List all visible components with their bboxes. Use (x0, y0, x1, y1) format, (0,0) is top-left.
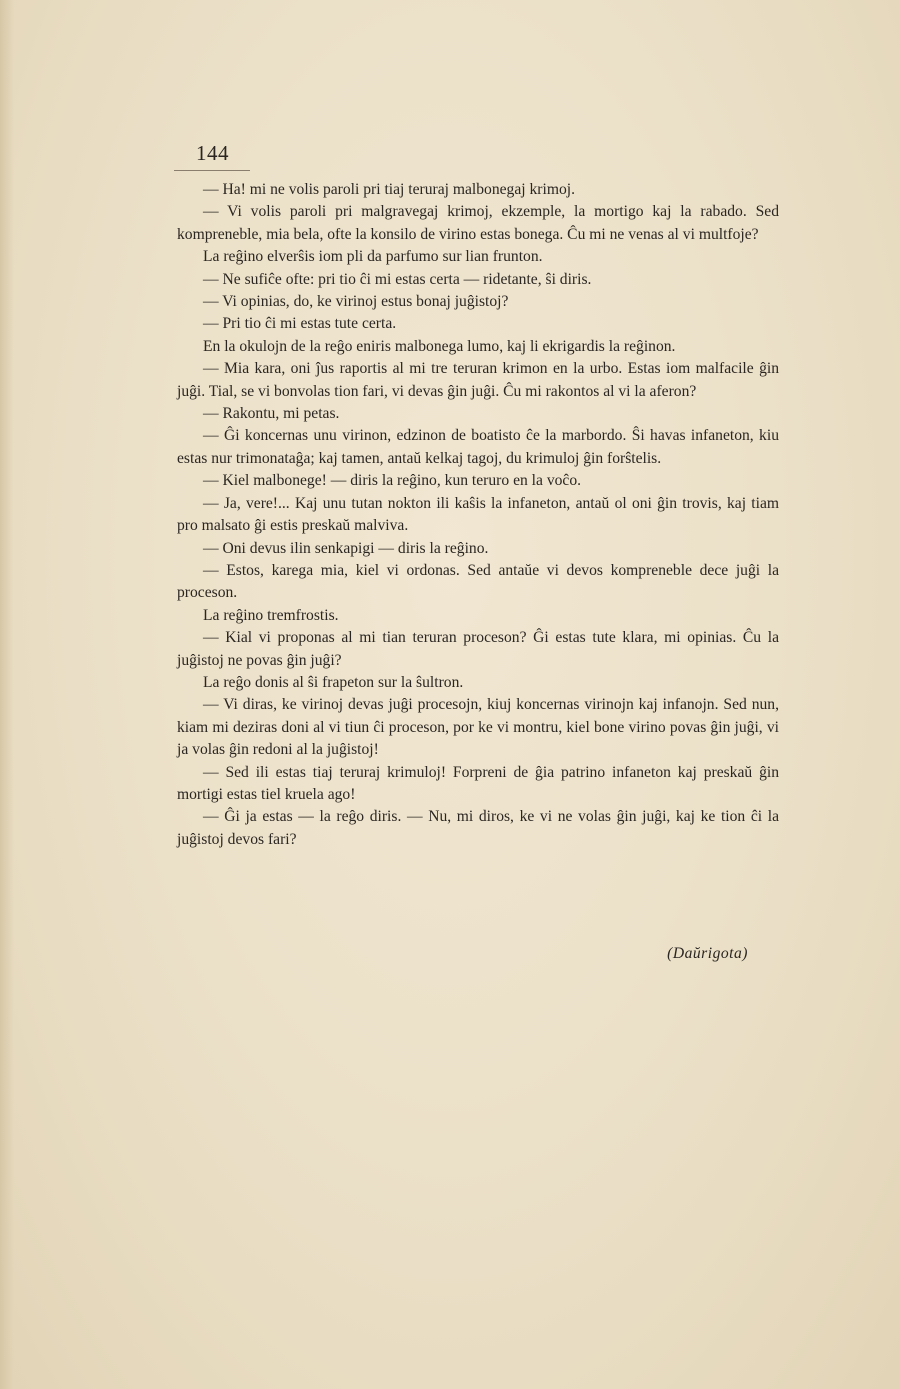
paragraph: — Vi diras, ke virinoj devas juĝi procesojn, kiuj koncernas virinojn kaj infanojn. Sed nun, kiam mi deziras doni al vi tiun ĉi proceson, por ke vi montru, kiel bone virino povas ĝin juĝi, vi ja volas ĝin redoni al la juĝistoj! (177, 696, 779, 759)
paragraph: La reĝo donis al ŝi frapeton sur la ŝultron. (203, 673, 464, 691)
paragraph: — Ja, vere!... Kaj unu tutan nokton ili kaŝis la infaneton, antaŭ ol oni ĝin trovis, kaj tiam pro malsato ĝi estis preskaŭ malviva. (177, 494, 779, 535)
paragraph: En la okulojn de la reĝo eniris malbonega lumo, kaj li ekrigardis la reĝinon. (203, 337, 676, 355)
paragraph: — Kial vi proponas al mi tian teruran proceson? Ĝi estas tute klara, mi opinias. Ĉu la juĝistoj ne povas ĝin juĝi? (177, 629, 779, 669)
paragraph: — Oni devus ilin senkapigi — diris la reĝino. (203, 539, 489, 557)
body-text (177, 179, 779, 851)
page-number-rule (174, 170, 250, 171)
paragraph: — Vi opinias, do, ke virinoj estus bonaj juĝistoj? (203, 293, 509, 311)
page-number: 144 (196, 141, 229, 165)
paragraph: La reĝino elverŝis iom pli da parfumo sur lian frunton. (203, 248, 543, 266)
paragraph: — Sed ili estas tiaj teruraj krimuloj! Forpreni de ĝia patrino infaneton kaj preskaŭ ĝin mortigi estas tiel kruela ago! (177, 763, 779, 803)
paragraph: — Ĝi koncernas unu virinon, edzinon de boatisto ĉe la marbordo. Ŝi havas infaneton, kiu estas nur trimonataĝa; kaj tamen, antaŭ kelkaj tagoj, du krimuloj ĝin forŝtelis. (177, 427, 779, 467)
paragraph: — Pri tio ĉi mi estas tute certa. (203, 315, 397, 333)
page-left-edge (0, 0, 14, 1389)
paragraph: — Mia kara, oni ĵus raportis al mi tre teruran krimon en la urbo. Estas iom malfacile ĝin juĝi. Tial, se vi bonvolas tion fari, vi devas ĝin juĝi. Ĉu mi rakontos al vi la aferon? (177, 360, 779, 400)
continuation-note: (Daŭrigota) (667, 945, 748, 962)
paragraph: — Ĝi ja estas — la reĝo diris. — Nu, mi diros, ke vi ne volas ĝin juĝi, kaj ke tion ĉi la juĝistoj devos fari? (177, 808, 779, 848)
paragraph: — Ne sufiĉe ofte: pri tio ĉi mi estas certa — ridetante, ŝi diris. (203, 270, 592, 288)
paragraph: — Ha! mi ne volis paroli pri tiaj teruraj malbonegaj krimoj. (203, 181, 575, 198)
paragraph: La reĝino tremfrostis. (203, 606, 339, 624)
paragraph: — Vi volis paroli pri malgravegaj krimoj, ekzemple, la mortigo kaj la rabado. Sed kompreneble, mia bela, ofte la konsilo de virino estas bonega. Ĉu mi ne venas al vi multfoje? (177, 203, 779, 243)
paragraph: — Estos, karega mia, kiel vi ordonas. Sed antaŭe vi devos kompreneble dece juĝi la proceson. (177, 561, 779, 602)
paragraph: — Kiel malbonege! — diris la reĝino, kun teruro en la voĉo. (203, 472, 582, 490)
paragraph: — Rakontu, mi petas. (203, 405, 340, 423)
